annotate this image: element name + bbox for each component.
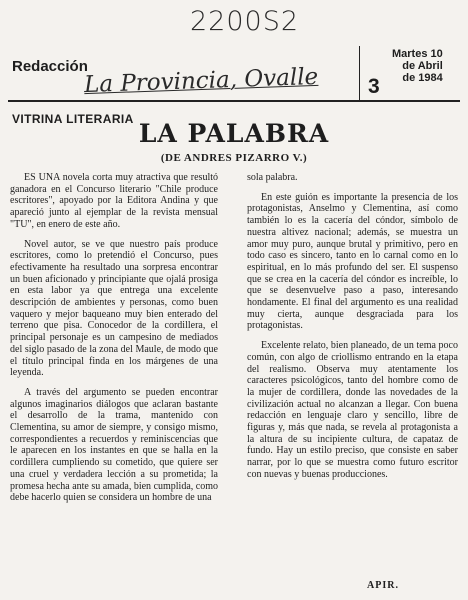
issue-date-day: Martes 10 <box>392 48 443 60</box>
paragraph-continuation: sola palabra. <box>247 172 298 183</box>
paragraph: Excelente relato, bien planeado, de un tema poco común, con algo de criollismo entrando en la etapa del realismo. Observa muy atentamente los caracteres psicológicos, tanto del hombre como de la mujer de cordillera, donde las novedades de la civilización actual no alcanzan a llegar. Con buena redacción en lenguaje claro y sencillo, libre de figuras y, más que nada, se revela al protagonista a la altura de su incipiente cultura, de capataz de fundo. Hay un estilo preciso, que consiste en saber narrar, por lo que se muestra como futuro escritor con nuevas y buenas producciones. <box>247 340 458 480</box>
paragraph: A través del argumento se pueden encontrar algunos imaginarios diálogos que aclaran bastante el desarrollo de la trama, mantenido con Clementina, su amor de siempre, y consigo mismo, correspondientes a recuerdos y reminiscencias que le aparecen en los instantes en que se halla en la cordillera cumpliendo su cometido, que quiere ser una cruel y verdadera lección a su prometida; la promesa hecha ante su amada, bien cumplida, como debe hacerlo quien se considera un hombre de una <box>10 386 218 504</box>
section-label: Redacción <box>12 58 88 75</box>
article-column-left <box>10 172 218 504</box>
article-column-right <box>247 172 458 481</box>
article-byline: (DE ANDRES PIZARRO V.) <box>160 152 308 164</box>
paragraph: ES UNA novela corta muy atractiva que resultó ganadora en el Concurso literario "Chile produce escritores", apoyado por la Editora Andina y que apareció junto al ejemplar de la revista mensual "TU", en enero de este año. <box>10 172 218 230</box>
paragraph: En este guión es importante la presencia de los protagonistas, Anselmo y Clementina, así como también lo es la cacería del cóndor, símbolo de nuestra altivez nacional; además, se muestra un amor muy puro, aunque brutal y primitivo, pero en todo caso es sincero, tanto en lo carnal como en lo espiritual, en lo más profundo del ser. El suspenso que se crea en la cacería del cóndor es increíble, lo que se desenvuelve paso a paso, interesando hondamente. El final del argumento es una realidad muy cierta, aunque desgraciada para los protagonistas. <box>247 191 458 332</box>
handwritten-reference-number: 2200S2 <box>190 6 300 37</box>
header-divider <box>359 46 360 100</box>
page-number: 3 <box>368 75 380 98</box>
article-signature: APIR. <box>367 580 399 591</box>
issue-date-year: de 1984 <box>402 72 443 84</box>
column-kicker: VITRINA LITERARIA <box>12 112 134 126</box>
article-title: LA PALABRA <box>138 119 330 148</box>
issue-date <box>392 48 443 84</box>
issue-date-month: de Abril <box>402 60 443 72</box>
header-rule <box>8 100 460 102</box>
handwritten-source-note: La Provincia, Ovalle <box>83 63 319 99</box>
paragraph: Novel autor, se ve que nuestro país produce escritores, como lo pretendió el Concurso, pues efectivamente ha resultado una sorpresa encontrar un buen aficionado y principiante que ojalá prosiga en esta labor ya que entrega una excelente descripción de ambientes y personas, como buen vaquero y mejor baqueano muy bien enterado del terreno que pisa. Conocedor de la cordillera, el principal personaje es un campesino de mediados del siglo pasado de la zona del Maule, de modo que el título principal finda en los márgenes de una leyenda. <box>10 238 218 379</box>
